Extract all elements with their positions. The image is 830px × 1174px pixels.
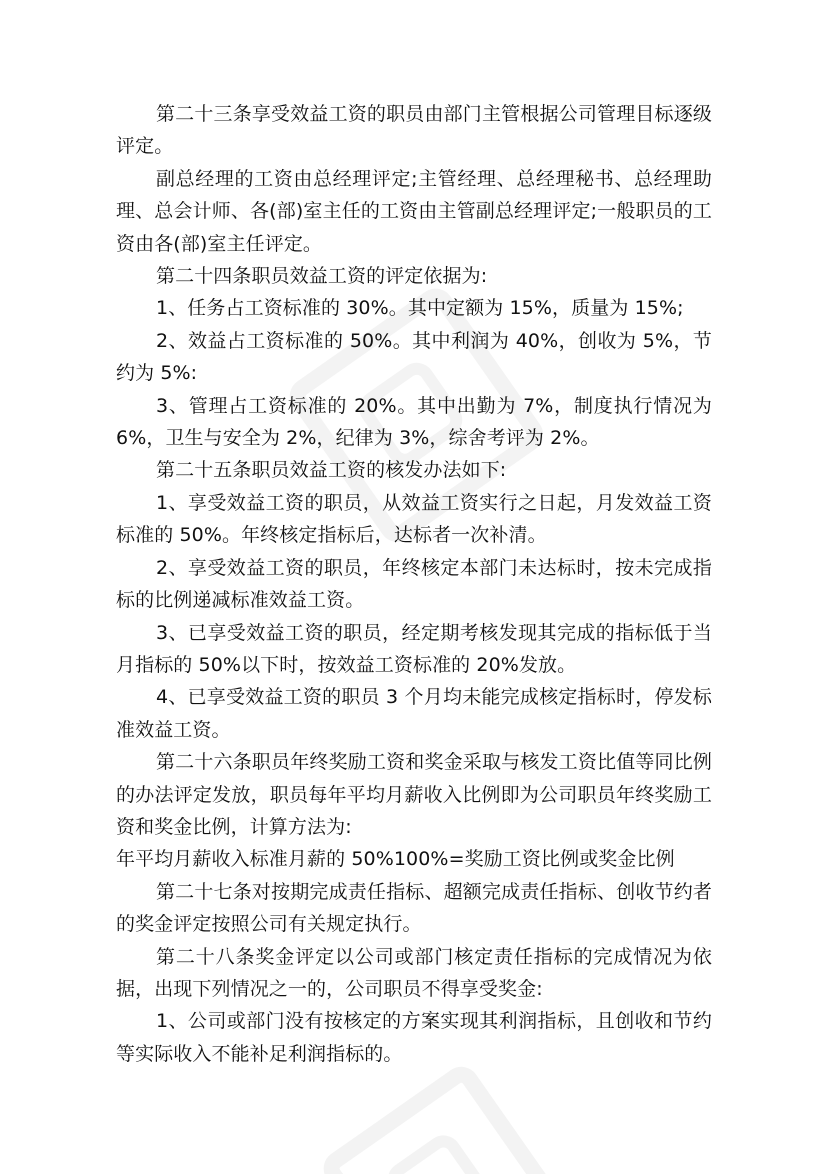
article-26: 第二十六条职员年终奖励工资和奖金采取与核发工资比值等同比例的办法评定发放，职员每年平均月薪收入比例即为公司职员年终奖励工资和奖金比例，计算方法为:: [116, 751, 712, 838]
article-25-item-4: 4、已享受效益工资的职员 3 个月均未能完成核定指标时，停发标准效益工资。: [116, 686, 712, 741]
article-25: 第二十五条职员效益工资的核发办法如下:: [156, 459, 507, 482]
article-24-item-1: 1、任务占工资标准的 30%。其中定额为 15%，质量为 15%;: [156, 297, 684, 320]
article-25-item-3: 3、已享受效益工资的职员，经定期考核发现其完成的指标低于当月指标的 50%以下时，按效益工资标准的 20%发放。: [116, 621, 712, 676]
article-23: 第二十三条享受效益工资的职员由部门主管根据公司管理目标逐级评定。: [116, 103, 712, 158]
article-28: 第二十八条奖金评定以公司或部门核定责任指标的完成情况为依据，出现下列情况之一的，公司职员不得享受奖金:: [116, 945, 712, 1000]
document-body: [116, 98, 712, 1070]
article-27: 第二十七条对按期完成责任指标、超额完成责任指标、创收节约者的奖金评定按照公司有关规定执行。: [116, 880, 712, 936]
article-25-item-1: 1、享受效益工资的职员，从效益工资实行之日起，月发效益工资标准的 50%。年终核定指标后，达标者一次补清。: [116, 491, 712, 547]
article-25-item-2: 2、享受效益工资的职员，年终核定本部门未达标时，按未完成指标的比例递减标准效益工资。: [116, 556, 712, 612]
article-24-item-2: 2、效益占工资标准的 50%。其中利润为 40%，创收为 5%，节约为 5%:: [116, 329, 712, 385]
article-23-detail: 副总经理的工资由总经理评定;主管经理、总经理秘书、总经理助理、总会计师、各(部)室主任的工资由主管副总经理评定;一般职员的工资由各(部)室主任评定。: [116, 167, 712, 255]
article-24-item-3: 3、管理占工资标准的 20%。其中出勤为 7%，制度执行情况为 6%，卫生与安全为 2%，纪律为 3%，综舍考评为 2%。: [116, 394, 712, 450]
article-28-item-1: 1、公司或部门没有按核定的方案实现其利润指标，且创收和节约等实际收入不能补足利润指标的。: [116, 1010, 712, 1065]
article-24: 第二十四条职员效益工资的评定依据为:: [156, 265, 488, 288]
article-26-formula: 年平均月薪收入标准月薪的 50%100%=奖励工资比例或奖金比例: [116, 848, 675, 871]
